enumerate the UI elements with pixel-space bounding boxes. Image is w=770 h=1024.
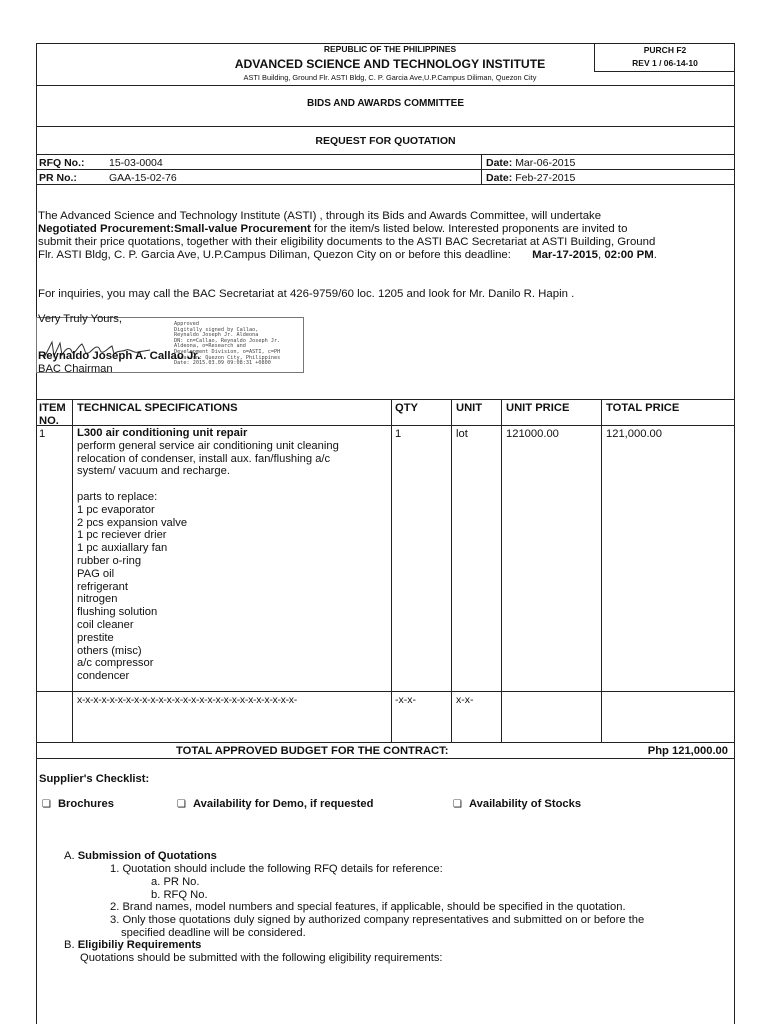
procurement-mode: Negotiated Procurement:Small-value Procurement bbox=[38, 223, 311, 235]
header-qty: QTY bbox=[395, 402, 418, 414]
checkbox-icon[interactable]: ❏ bbox=[42, 799, 51, 810]
col-divider bbox=[72, 399, 73, 742]
table-row-border bbox=[36, 742, 735, 743]
intro-line-1: The Advanced Science and Technology Institute (ASTI) , through its Bids and Awards Committee, will undertake bbox=[38, 210, 602, 222]
spec-line: refrigerant bbox=[77, 580, 128, 593]
digital-signature-line: Date: 2015.03.09 09:08:31 +0800 bbox=[174, 360, 271, 367]
row-unit: lot bbox=[456, 428, 468, 440]
rfq-number: 15-03-0004 bbox=[109, 157, 163, 169]
deadline-date: Mar-17-2015 bbox=[532, 249, 598, 261]
table-total-border bbox=[36, 758, 735, 759]
checklist-label: Brochures bbox=[57, 798, 114, 810]
spec-line: flushing solution bbox=[77, 606, 158, 619]
spec-line: system/ vacuum and recharge. bbox=[77, 465, 230, 478]
form-code: PURCH F2 bbox=[643, 45, 687, 55]
spec-line: PAG oil bbox=[77, 567, 115, 580]
digital-signature-line: Development Division, o=ASTI, c=PH bbox=[174, 348, 281, 355]
intro-line-2 bbox=[38, 223, 726, 236]
col-divider bbox=[391, 399, 392, 742]
intro-line-2-rest: for the item/s listed below. Interested proponents are invited to bbox=[310, 223, 628, 235]
spec-title: L300 air conditioning unit repair bbox=[77, 427, 248, 439]
pr-date-value: Feb-27-2015 bbox=[515, 172, 576, 184]
divider bbox=[36, 126, 735, 127]
table-header-border bbox=[36, 425, 735, 426]
checklist-label: Availability for Demo, if requested bbox=[192, 798, 374, 810]
deadline-period: . bbox=[653, 249, 657, 261]
spec-line: others (misc) bbox=[77, 644, 142, 657]
filler-qty: -x-x- bbox=[395, 694, 416, 706]
intro-line-4-text: Flr. ASTI Bldg, C. P. Garcia Ave, U.P.Campus Diliman, Quezon City on or before this deadline: bbox=[38, 249, 511, 261]
row-item-no: 1 bbox=[39, 428, 46, 440]
instruction-2: 2. Brand names, model numbers and special features, if applicable, should be specified in the quotation. bbox=[110, 901, 626, 913]
header-total-price: TOTAL PRICE bbox=[606, 402, 680, 414]
rfq-date bbox=[486, 157, 575, 169]
section-a-title: Submission of Quotations bbox=[77, 850, 217, 862]
digital-signature-line: Reynaldo Joseph Jr. Aldeona bbox=[174, 332, 259, 339]
document-title: REQUEST FOR QUOTATION bbox=[315, 135, 456, 147]
row-total-price: 121,000.00 bbox=[606, 428, 662, 440]
table-top-border bbox=[36, 399, 735, 400]
pr-number: GAA-15-02-76 bbox=[109, 172, 177, 184]
instruction-1b: b. RFQ No. bbox=[151, 889, 208, 901]
instruction-1: 1. Quotation should include the following RFQ details for reference: bbox=[110, 863, 443, 875]
pr-label: PR No.: bbox=[39, 172, 77, 184]
total-budget-value: Php 121,000.00 bbox=[647, 745, 728, 757]
intro-line-3: submit their price quotations, together with their eligibility documents to the ASTI BAC Secretariat at ASTI Building, Ground bbox=[38, 236, 656, 248]
instruction-1a: a. PR No. bbox=[151, 876, 200, 888]
date-label: Date: bbox=[486, 172, 513, 184]
section-b-title: Eligibiliy Requirements bbox=[77, 939, 202, 951]
digital-signature-line: Aldeona, o=Research and bbox=[174, 343, 246, 350]
date-label: Date: bbox=[486, 157, 513, 169]
form-code-underline bbox=[594, 71, 735, 72]
filler-spec: x-x-x-x-x-x-x-x-x-x-x-x-x-x-x-x-x-x-x-x-x-x-x-x-x-x-x- bbox=[77, 694, 297, 706]
checklist-item-stocks[interactable] bbox=[453, 798, 581, 810]
spec-line: prestite bbox=[77, 631, 114, 644]
spec-line bbox=[77, 478, 387, 491]
spec-line: 1 pc evaporator bbox=[77, 503, 155, 516]
signer-title: BAC Chairman bbox=[38, 363, 113, 375]
spec-line: parts to replace: bbox=[77, 490, 158, 503]
republic-heading: REPUBLIC OF THE PHILIPPINES bbox=[323, 44, 457, 54]
col-divider bbox=[501, 399, 502, 742]
checkbox-icon[interactable]: ❏ bbox=[453, 799, 462, 810]
spec-line: 2 pcs expansion valve bbox=[77, 516, 188, 529]
instruction-3: 3. Only those quotations duly signed by authorized company representatives and submitted on or before the bbox=[110, 914, 645, 926]
total-budget-label: TOTAL APPROVED BUDGET FOR THE CONTRACT: bbox=[176, 745, 449, 757]
spec-line: 1 pc reciever drier bbox=[77, 529, 167, 542]
divider bbox=[36, 184, 735, 185]
inquiry-text: For inquiries, you may call the BAC Secretariat at 426-9759/60 loc. 1205 and look for Mr. Danilo R. Hapin . bbox=[38, 288, 575, 300]
header-unit-price: UNIT PRICE bbox=[506, 402, 570, 414]
row-qty: 1 bbox=[395, 428, 402, 440]
row-specifications bbox=[77, 427, 387, 683]
spec-line: perform general service air conditioning unit cleaning bbox=[77, 439, 339, 452]
checklist-item-demo[interactable] bbox=[177, 798, 373, 810]
form-revision: REV 1 / 06-14-10 bbox=[632, 58, 698, 68]
col-divider bbox=[451, 399, 452, 742]
closing-text: Very Truly Yours, bbox=[38, 313, 122, 325]
row-unit-price: 121000.00 bbox=[506, 428, 559, 440]
section-a-prefix: A. bbox=[64, 850, 75, 862]
section-b-heading bbox=[64, 939, 201, 951]
spec-lines bbox=[77, 440, 387, 683]
spec-line: nitrogen bbox=[77, 593, 118, 606]
checklist-title: Supplier's Checklist: bbox=[39, 773, 150, 785]
divider bbox=[36, 154, 735, 155]
signer-name: Reynaldo Joseph A. Callao Jr. bbox=[38, 350, 201, 362]
digital-signature-line: Location: Quezon City, Philippines bbox=[174, 354, 281, 361]
filler-unit: x-x- bbox=[456, 694, 474, 706]
instruction-3-cont: specified deadline will be considered. bbox=[121, 927, 306, 939]
spec-line: 1 pc auxiallary fan bbox=[77, 542, 168, 555]
header-item-no: ITEM NO. bbox=[39, 402, 66, 427]
spec-line: coil cleaner bbox=[77, 618, 134, 631]
spec-line: a/c compressor bbox=[77, 657, 154, 670]
spec-line: condencer bbox=[77, 670, 130, 683]
checklist-label: Availability of Stocks bbox=[468, 798, 582, 810]
digital-signature-line: Approved bbox=[174, 321, 199, 327]
institute-name: ADVANCED SCIENCE AND TECHNOLOGY INSTITUTE bbox=[234, 57, 546, 71]
deadline-time: 02:00 PM bbox=[604, 249, 654, 261]
col-divider bbox=[601, 399, 602, 742]
institute-address: ASTI Building, Ground Flr. ASTI Bldg, C. P. Garcia Ave,U.P.Campus Diliman, Quezon City bbox=[243, 73, 537, 82]
divider bbox=[36, 85, 735, 86]
rfq-date-value: Mar-06-2015 bbox=[515, 157, 576, 169]
header-unit: UNIT bbox=[456, 402, 483, 414]
section-b-text: Quotations should be submitted with the following eligibility requirements: bbox=[80, 952, 443, 964]
section-b-prefix: B. bbox=[64, 939, 75, 951]
spec-line: relocation of condenser, install aux. fan/flushing a/c bbox=[77, 452, 331, 465]
spec-line: rubber o-ring bbox=[77, 554, 142, 567]
committee-heading: BIDS AND AWARDS COMMITTEE bbox=[306, 98, 465, 109]
date-column-divider bbox=[481, 154, 482, 184]
deadline-separator: , bbox=[597, 249, 605, 261]
checkbox-icon[interactable]: ❏ bbox=[177, 799, 186, 810]
pr-date bbox=[486, 172, 575, 184]
checklist-item-brochures[interactable] bbox=[42, 798, 114, 810]
table-row-border bbox=[36, 691, 735, 692]
digital-signature-line: DN: cn=Callao, Reynaldo Joseph Jr. bbox=[174, 337, 281, 344]
intro-line-4 bbox=[38, 249, 726, 262]
digital-signature-line: Digitally signed by Callao, bbox=[174, 326, 259, 333]
rfq-label: RFQ No.: bbox=[39, 157, 85, 169]
divider bbox=[36, 169, 735, 170]
header-tech-specs: TECHNICAL SPECIFICATIONS bbox=[77, 402, 238, 414]
section-a-heading bbox=[64, 850, 217, 862]
